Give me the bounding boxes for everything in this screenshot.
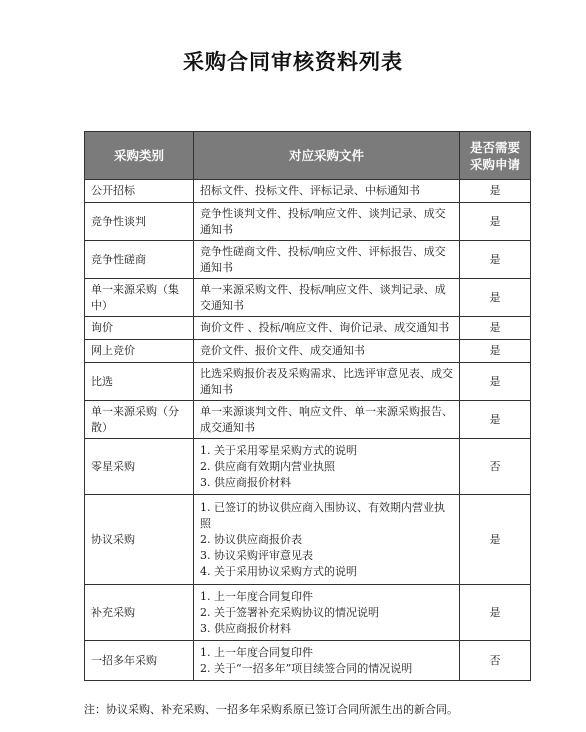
cell-apply: 是 bbox=[460, 363, 531, 401]
table-row bbox=[85, 340, 531, 363]
cell-documents bbox=[194, 203, 460, 241]
document-line: 比选采购报价表及采购需求、比选评审意见表、成交通知书 bbox=[200, 366, 453, 396]
cell-apply: 是 bbox=[460, 340, 531, 363]
document-line: 招标文件、投标文件、评标记录、中标通知书 bbox=[200, 184, 420, 197]
cell-apply: 是 bbox=[460, 180, 531, 203]
cell-category: 比选 bbox=[85, 363, 194, 401]
table-row bbox=[85, 401, 531, 439]
table-row bbox=[85, 363, 531, 401]
cell-category: 询价 bbox=[85, 317, 194, 340]
cell-documents bbox=[194, 241, 460, 279]
cell-apply: 是 bbox=[460, 401, 531, 439]
table-row bbox=[85, 641, 531, 681]
cell-apply: 是 bbox=[460, 203, 531, 241]
document-line: 询价文件 、投标/响应文件、询价记录、成交通知书 bbox=[200, 321, 450, 334]
audit-materials-table bbox=[84, 131, 531, 681]
document-line: 2. 关于“一招多年”项目续签合同的情况说明 bbox=[200, 661, 413, 675]
cell-documents bbox=[194, 363, 460, 401]
cell-apply: 否 bbox=[460, 439, 531, 495]
cell-documents bbox=[194, 317, 460, 340]
cell-documents bbox=[194, 439, 460, 495]
cell-documents bbox=[194, 641, 460, 681]
cell-apply: 是 bbox=[460, 585, 531, 641]
document-line: 竞争性磋商文件、投标/响应文件、评标报告、成交通知书 bbox=[200, 244, 446, 274]
cell-documents bbox=[194, 180, 460, 203]
cell-category: 竞争性谈判 bbox=[85, 203, 194, 241]
document-line: 单一来源采购文件、投标/响应文件、谈判记录、成交通知书 bbox=[200, 282, 446, 312]
header-category: 采购类别 bbox=[85, 132, 194, 180]
table-row bbox=[85, 495, 531, 585]
cell-category: 竞争性磋商 bbox=[85, 241, 194, 279]
header-documents: 对应采购文件 bbox=[194, 132, 460, 180]
header-apply: 是否需要采购申请 bbox=[460, 132, 531, 180]
cell-apply: 否 bbox=[460, 641, 531, 681]
cell-apply: 是 bbox=[460, 495, 531, 585]
table-row bbox=[85, 439, 531, 495]
document-line: 2. 关于签署补充采购协议的情况说明 bbox=[200, 605, 379, 619]
document-line: 竞争性谈判文件、投标/响应文件、谈判记录、成交通知书 bbox=[200, 206, 446, 236]
document-line: 1. 上一年度合同复印件 bbox=[200, 645, 313, 659]
page-title: 采购合同审核资料列表 bbox=[183, 50, 403, 74]
document-line: 竞价文件、报价文件、成交通知书 bbox=[200, 344, 365, 357]
document-line: 1. 已签订的协议供应商入围协议、有效期内营业执照 bbox=[200, 500, 445, 530]
cell-category: 补充采购 bbox=[85, 585, 194, 641]
document-line: 2. 供应商有效期内营业执照 bbox=[200, 459, 335, 473]
cell-documents bbox=[194, 279, 460, 317]
cell-category: 公开招标 bbox=[85, 180, 194, 203]
document-line: 单一来源谈判文件、响应文件、单一来源采购报告、成交通知书 bbox=[200, 404, 453, 434]
cell-documents bbox=[194, 340, 460, 363]
cell-category: 一招多年采购 bbox=[85, 641, 194, 681]
footnote: 注：协议采购、补充采购、一招多年采购系原已签订合同所派生出的新合同。 bbox=[84, 703, 458, 716]
cell-documents bbox=[194, 585, 460, 641]
table-row bbox=[85, 317, 531, 340]
table-header-row bbox=[85, 132, 531, 180]
table-row bbox=[85, 585, 531, 641]
document-line: 2. 协议供应商报价表 bbox=[200, 532, 302, 546]
cell-category: 网上竞价 bbox=[85, 340, 194, 363]
table-row bbox=[85, 180, 531, 203]
document-line: 1. 关于采用零星采购方式的说明 bbox=[200, 443, 357, 457]
table-row bbox=[85, 279, 531, 317]
cell-category: 单一来源采购（分散） bbox=[85, 401, 194, 439]
cell-apply: 是 bbox=[460, 317, 531, 340]
cell-documents bbox=[194, 495, 460, 585]
table-row bbox=[85, 203, 531, 241]
table-body bbox=[85, 180, 531, 681]
table-row bbox=[85, 241, 531, 279]
document-line: 4. 关于采用协议采购方式的说明 bbox=[200, 564, 357, 578]
document-line: 3. 协议采购评审意见表 bbox=[200, 548, 313, 562]
cell-apply: 是 bbox=[460, 279, 531, 317]
cell-category: 零星采购 bbox=[85, 439, 194, 495]
document-line: 3. 供应商报价材料 bbox=[200, 621, 291, 635]
cell-category: 协议采购 bbox=[85, 495, 194, 585]
cell-category: 单一来源采购（集中） bbox=[85, 279, 194, 317]
cell-documents bbox=[194, 401, 460, 439]
document-line: 3. 供应商报价材料 bbox=[200, 475, 291, 489]
document-line: 1. 上一年度合同复印件 bbox=[200, 589, 313, 603]
cell-apply: 是 bbox=[460, 241, 531, 279]
